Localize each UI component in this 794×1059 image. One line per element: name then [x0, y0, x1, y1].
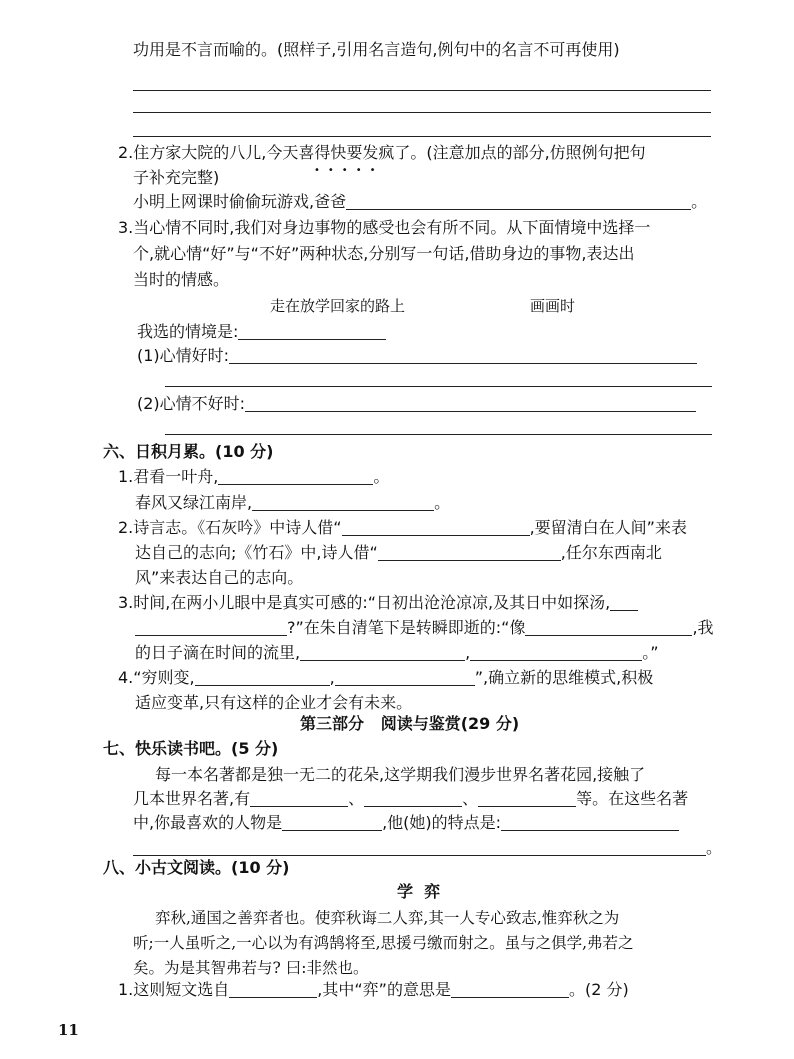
s7-line3-text2: ,他(她)的特点是: [382, 813, 502, 832]
page-number: 11 [58, 1021, 79, 1039]
answer-line[interactable] [165, 386, 712, 387]
emphasis-dots: ••••• [314, 165, 384, 176]
s6-q3b-text: ?”在朱自清笔下是转瞬即逝的:“像 [287, 618, 526, 637]
bad-label: (2)心情不好时: [137, 394, 246, 413]
chosen-blank[interactable] [238, 323, 386, 340]
q2-line2: 子补充完整) [133, 168, 220, 187]
s6-q4a-blank2[interactable] [335, 669, 475, 686]
s7-book3-blank[interactable] [478, 790, 576, 807]
s6-q4b: 适应变革,只有这样的企业才会有未来。 [135, 693, 413, 712]
s7-line2-end: 等。在这些名著 [576, 789, 689, 808]
s6-q3c-sep: , [465, 643, 471, 662]
s8-q1-text: 1.这则短文选自 [118, 980, 230, 999]
q2-line3 [133, 192, 707, 212]
s6-q2a [118, 518, 687, 538]
s7-line1: 每一本名著都是独一无二的花朵,这学期我们漫步世界名著花园,接触了 [155, 765, 646, 784]
s6-q1b [135, 493, 450, 513]
q2-prompt: 小明上网课时偷偷玩游戏,爸爸 [133, 192, 347, 211]
chosen-label: 我选的情境是: [137, 322, 239, 341]
s7-line2 [133, 789, 688, 809]
answer-line[interactable] [133, 112, 711, 113]
s8-source-blank[interactable] [229, 981, 317, 998]
s7-sep2: 、 [462, 789, 479, 808]
q2-end: 。 [691, 192, 708, 211]
s7-trait-blank2[interactable] [133, 839, 706, 856]
s6-q1a-end: 。 [373, 467, 390, 486]
s6-q2a-blank[interactable] [342, 519, 530, 536]
s6-q2a-text2: ,要留清白在人间”来表 [529, 518, 687, 537]
s7-trait-blank[interactable] [501, 814, 679, 831]
s7-book1-blank[interactable] [250, 790, 348, 807]
s6-q2b [135, 543, 662, 563]
passage-title: 学 弈 [397, 882, 441, 901]
s7-sep1: 、 [348, 789, 365, 808]
s7-line3-text: 中,你最喜欢的人物是 [133, 813, 283, 832]
section7-heading: 七、快乐读书吧。(5 分) [103, 739, 279, 758]
s6-q3c-blank1[interactable] [300, 644, 465, 661]
s6-q4a-text: 4.“穷则变, [118, 668, 195, 687]
passage-line1: 弈秋,通国之善弈者也。使弈秋诲二人弈,其一人专心致志,惟弈秋之为 [155, 909, 620, 927]
s6-q3b-blank1[interactable] [135, 619, 287, 636]
s6-q3b [135, 618, 714, 638]
s6-q3b-blank2[interactable] [525, 619, 692, 636]
s6-q2b-text: 达自己的志向;《竹石》中,诗人借“ [135, 543, 378, 562]
section8-heading: 八、小古文阅读。(10 分) [103, 858, 290, 877]
s7-line3 [133, 813, 679, 833]
s6-q3a-blank[interactable] [610, 594, 638, 611]
answer-line[interactable] [133, 136, 711, 137]
s6-q3a-text: 3.时间,在两小儿眼中是真实可感的:“日初出沧沧凉凉,及其日中如探汤, [118, 593, 611, 612]
s6-q2a-text: 2.诗言志。《石灰吟》中诗人借“ [118, 518, 342, 537]
scenario-2: 画画时 [530, 297, 576, 315]
s6-q3c-blank2[interactable] [470, 644, 642, 661]
s8-meaning-blank[interactable] [451, 981, 569, 998]
q2-line1: 2.住方家大院的八儿,今天喜得快要发疯了。(注意加点的部分,仿照例句把句 [118, 143, 646, 162]
s6-q2c: 风”来表达自己的志向。 [135, 568, 304, 587]
q3-line2: 个,就心情“好”与“不好”两种状态,分别写一句话,借助身边的事物,表达出 [133, 244, 635, 263]
s6-q4a-blank1[interactable] [195, 669, 330, 686]
s6-q3c-end: 。” [642, 643, 659, 662]
s6-q3a [118, 593, 638, 613]
s7-character-blank[interactable] [282, 814, 382, 831]
s7-line4-end: 。 [706, 838, 723, 857]
s6-q1a-text: 1.君看一叶舟, [118, 467, 219, 486]
answer-line[interactable] [133, 90, 711, 91]
s7-book2-blank[interactable] [364, 790, 462, 807]
s6-q2b-blank[interactable] [378, 544, 561, 561]
bad-mood [137, 394, 696, 414]
s6-q4a-text2: ”,确立新的思维模式,积极 [474, 668, 654, 687]
part3-heading: 第三部分 阅读与鉴赏(29 分) [300, 714, 520, 733]
passage-line2: 听;一人虽听之,一心以为有鸿鹄将至,思援弓缴而射之。虽与之俱学,弗若之 [133, 934, 634, 952]
s7-line2-text: 几本世界名著,有 [133, 789, 251, 808]
section6-heading: 六、日积月累。(10 分) [103, 442, 274, 461]
chosen-scenario [137, 322, 386, 342]
s8-q1-text2: ,其中“弈”的意思是 [317, 980, 451, 999]
good-label: (1)心情好时: [137, 346, 230, 365]
s6-q3b-text2: ,我 [692, 618, 714, 637]
good-mood [137, 346, 697, 366]
s8-q1 [118, 980, 629, 1000]
s6-q4a-sep: , [329, 668, 335, 687]
s6-q4a [118, 668, 653, 688]
q5-intro-line: 功用是不言而喻的。(照样子,引用名言造句,例句中的名言不可再使用) [133, 40, 620, 59]
s6-q1b-blank[interactable] [252, 494, 434, 511]
q3-line1: 3.当心情不同时,我们对身边事物的感受也会有所不同。从下面情境中选择一 [118, 218, 651, 237]
s6-q1a [118, 467, 389, 487]
s6-q3c [135, 643, 658, 663]
answer-line[interactable] [165, 434, 712, 435]
s6-q2b-text2: ,任尔东西南北 [560, 543, 662, 562]
good-blank[interactable] [229, 347, 697, 364]
s6-q3c-text: 的日子滴在时间的流里, [135, 643, 301, 662]
bad-blank[interactable] [245, 395, 696, 412]
s6-q1a-blank[interactable] [218, 468, 373, 485]
s8-q1-end: 。(2 分) [568, 980, 629, 999]
scenario-1: 走在放学回家的路上 [270, 297, 406, 315]
s7-line4 [133, 838, 722, 858]
s6-q1b-end: 。 [434, 493, 451, 512]
s6-q1b-text: 春风又绿江南岸, [135, 493, 253, 512]
q2-blank[interactable] [346, 193, 691, 210]
q3-line3: 当时的情感。 [133, 270, 230, 289]
passage-line3: 矣。为是其智弗若与? 曰:非然也。 [133, 959, 369, 977]
